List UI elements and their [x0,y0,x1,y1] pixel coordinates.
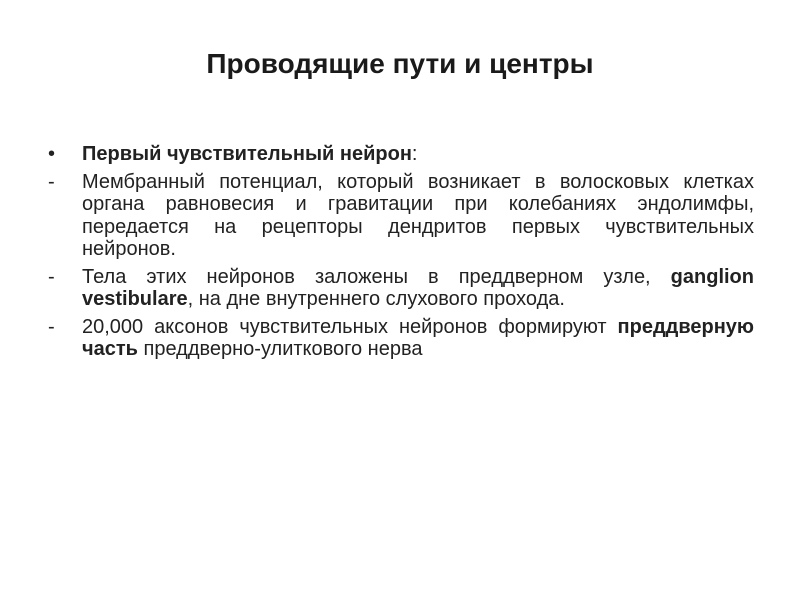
bullet-marker: • [48,143,56,165]
dash-item [48,171,754,261]
text-run: Тела этих нейронов заложены в преддверном узле, [82,265,671,288]
dash-text [82,266,754,311]
bullet-text [82,143,754,166]
text-run: : [411,143,418,165]
dash-marker: - [48,265,55,288]
dash-item [48,266,754,311]
bold-term: преддверную часть [82,315,754,360]
text-run: , на дне внутреннего слухового прохода. [187,288,565,310]
dash-text [82,171,754,261]
text-run: 20,000 аксонов чувствительных нейронов формируют [82,315,618,338]
dash-item [48,316,754,361]
bold-term: ganglion vestibulare [82,265,754,310]
slide-title: Проводящие пути и центры [206,48,594,79]
text-run: преддверно-улиткового нерва [137,338,423,360]
text-run: Мембранный потенциал, который возникает в волосковых клетках органа равновесия и гравитации при колебаниях эндолимфы, передается на рецепторы дендритов первых чувствительных нейронов. [82,170,754,260]
dash-marker: - [48,315,55,338]
bullet-item [48,143,754,166]
dash-text [82,316,754,361]
bullet-list [48,143,754,366]
bold-term: Первый чувствительный нейрон [82,143,412,165]
dash-marker: - [48,170,55,193]
